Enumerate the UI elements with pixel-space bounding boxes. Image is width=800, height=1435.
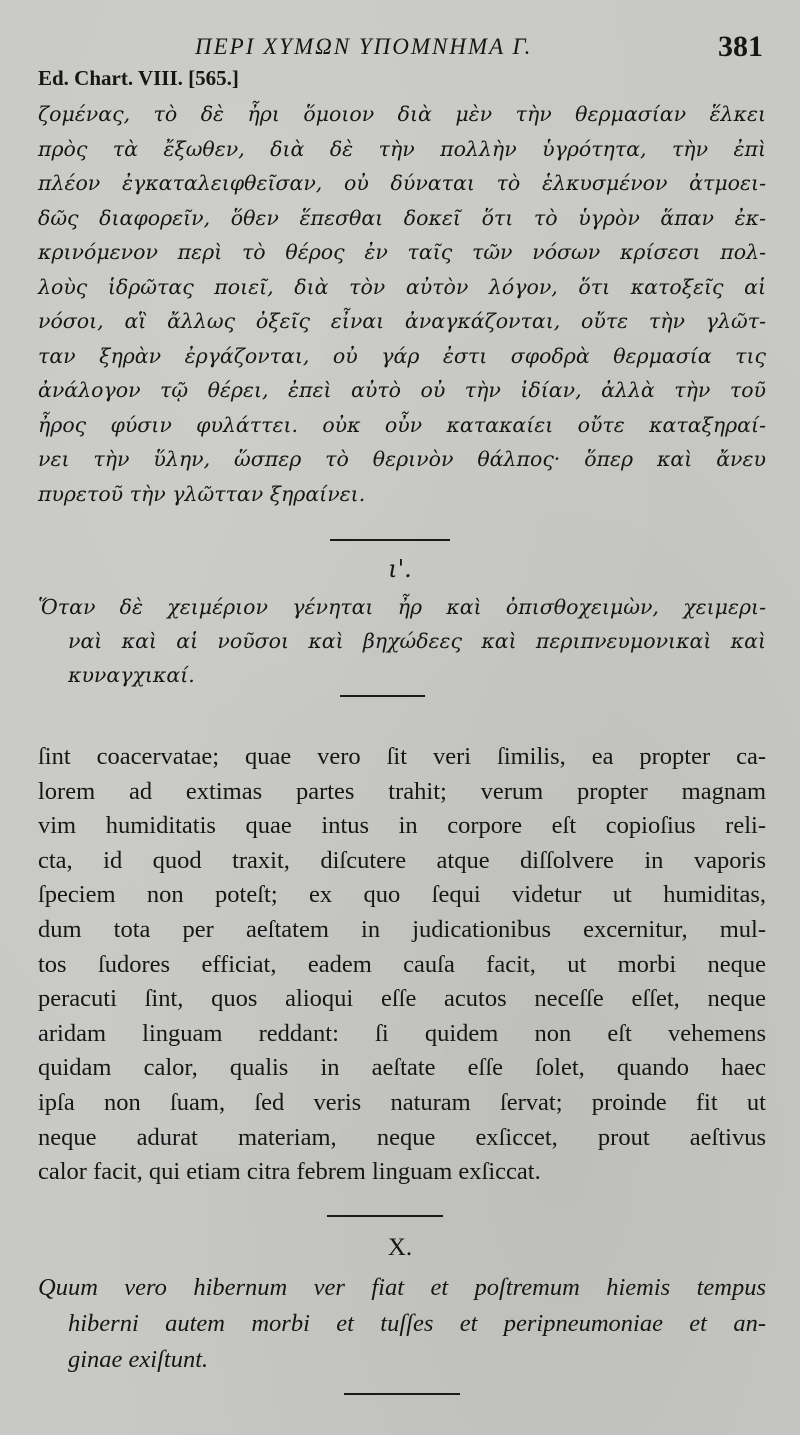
- greek-commentary-line: νει τὴν ὕλην, ὥσπερ τὸ θερινὸν θάλπος· ὅπερ καὶ ἄνευ: [38, 447, 766, 471]
- section-divider: [344, 1393, 460, 1395]
- latin-commentary-line: calor facit, qui etiam citra febrem linguam exſiccat.: [38, 1158, 541, 1186]
- greek-commentary-line: πλέον ἐγκαταλειφθεῖσαν, οὐ δύναται τὸ ἑλκυσμένον ἀτμοει-: [38, 171, 766, 195]
- latin-commentary: [38, 740, 766, 1190]
- greek-aphorism-line: Ὅταν δὲ χειμέριον γένηται ἦρ καὶ ὀπισθοχειμὼν, χειμερι-: [38, 595, 766, 619]
- latin-commentary-line: quidam calor, qualis in aeſtate eſſe ſolet, quando haec: [38, 1054, 766, 1082]
- greek-aphorism-line: κυναγχικαί.: [68, 663, 195, 687]
- running-title: ΠΕΡΙ ΧΥΜΩΝ ΥΠΟΜΝΗΜΑ Γ.: [195, 34, 533, 59]
- latin-commentary-line: neque adurat materiam, neque exſiccet, prout aeſtivus: [38, 1123, 766, 1151]
- latin-commentary-line: lorem ad extimas partes trahit; verum propter magnam: [38, 777, 766, 805]
- latin-section-number: X.: [387, 1234, 413, 1261]
- latin-commentary-line: ſpeciem non poteſt; ex quo ſequi videtur ut humiditas,: [38, 881, 766, 909]
- greek-aphorism: [38, 590, 766, 692]
- latin-aphorism-line: Quum vero hibernum ver fiat et poſtremum hiemis tempus: [38, 1274, 766, 1301]
- latin-aphorism: [38, 1270, 766, 1378]
- latin-commentary-line: peracuti ſint, quos alioqui eſſe acutos neceſſe eſſet, neque: [38, 985, 766, 1013]
- greek-aphorism-line: ναὶ καὶ αἱ νοῦσοι καὶ βηχώδεες καὶ περιπνευμονικαὶ καὶ: [68, 629, 766, 653]
- edition-reference: Ed. Chart. VIII. [565.]: [38, 66, 239, 90]
- greek-commentary-line: λοὺς ἱδρῶτας ποιεῖ, διὰ τὸν αὐτὸν λόγον, ὅτι κατοξεῖς αἱ: [38, 274, 766, 299]
- latin-commentary-line: cta, id quod traxit, diſcutere atque diſſolvere in vaporis: [38, 846, 766, 874]
- latin-commentary-line: dum tota per aeſtatem in judicationibus excernitur, mul-: [38, 915, 766, 943]
- latin-commentary-line: ipſa non ſuam, ſed veris naturam ſervat; proinde fit ut: [38, 1088, 766, 1116]
- greek-commentary-line: νόσοι, αἳ ἄλλως ὀξεῖς εἶναι ἀναγκάζονται, οὔτε τὴν γλῶτ-: [38, 309, 766, 333]
- latin-commentary-line: vim humiditatis quae intus in corpore eſt copioſius reli-: [38, 812, 766, 840]
- latin-commentary-line: ſint coacervatae; quae vero ſit veri ſimilis, ea propter ca-: [38, 743, 766, 770]
- page-number: 381: [718, 30, 763, 63]
- greek-commentary-line: δῶς διαφορεῖν, ὅθεν ἕπεσθαι δοκεῖ ὅτι τὸ ὑγρὸν ἅπαν ἐκ-: [38, 205, 766, 230]
- greek-commentary-line: ἦρος φύσιν φυλάττει. οὐκ οὖν κατακαίει οὔτε καταξηραί-: [38, 412, 766, 437]
- latin-commentary-line: tos ſudores efficiat, eadem cauſa facit, ut morbi neque: [38, 950, 766, 978]
- greek-commentary-line: πυρετοῦ τὴν γλῶτταν ξηραίνει.: [38, 481, 366, 506]
- greek-commentary: [38, 97, 766, 511]
- latin-aphorism-line: hiberni autem morbi et tuſſes et peripneumoniae et an-: [68, 1310, 766, 1337]
- greek-commentary-line: ἀνάλογον τῷ θέρει, ἐπεὶ αὐτὸ οὐ τὴν ἰδίαν, ἀλλὰ τὴν τοῦ: [38, 378, 766, 402]
- latin-commentary-line: aridam linguam reddant: ſi quidem non eſt vehemens: [38, 1019, 766, 1047]
- greek-commentary-line: πρὸς τὰ ἔξωθεν, διὰ δὲ τὴν πολλὴν ὑγρότητα, τὴν ἐπὶ: [38, 136, 766, 161]
- section-divider: [330, 539, 450, 541]
- greek-section-number: ι'.: [388, 555, 412, 583]
- section-divider: [327, 1215, 443, 1217]
- section-divider: [340, 695, 425, 697]
- latin-aphorism-line: ginae exiſtunt.: [68, 1346, 209, 1373]
- greek-commentary-line: ταν ξηρὰν ἐργάζονται, οὐ γάρ ἐστι σφοδρὰ θερμασία τις: [38, 343, 766, 368]
- greek-commentary-line: ζομένας, τὸ δὲ ἦρι ὅμοιον διὰ μὲν τὴν θερμασίαν ἕλκει: [38, 102, 766, 126]
- greek-commentary-line: κρινόμενον περὶ τὸ θέρος ἐν ταῖς τῶν νόσων κρίσεσι πολ-: [38, 240, 766, 264]
- running-head: [0, 28, 800, 68]
